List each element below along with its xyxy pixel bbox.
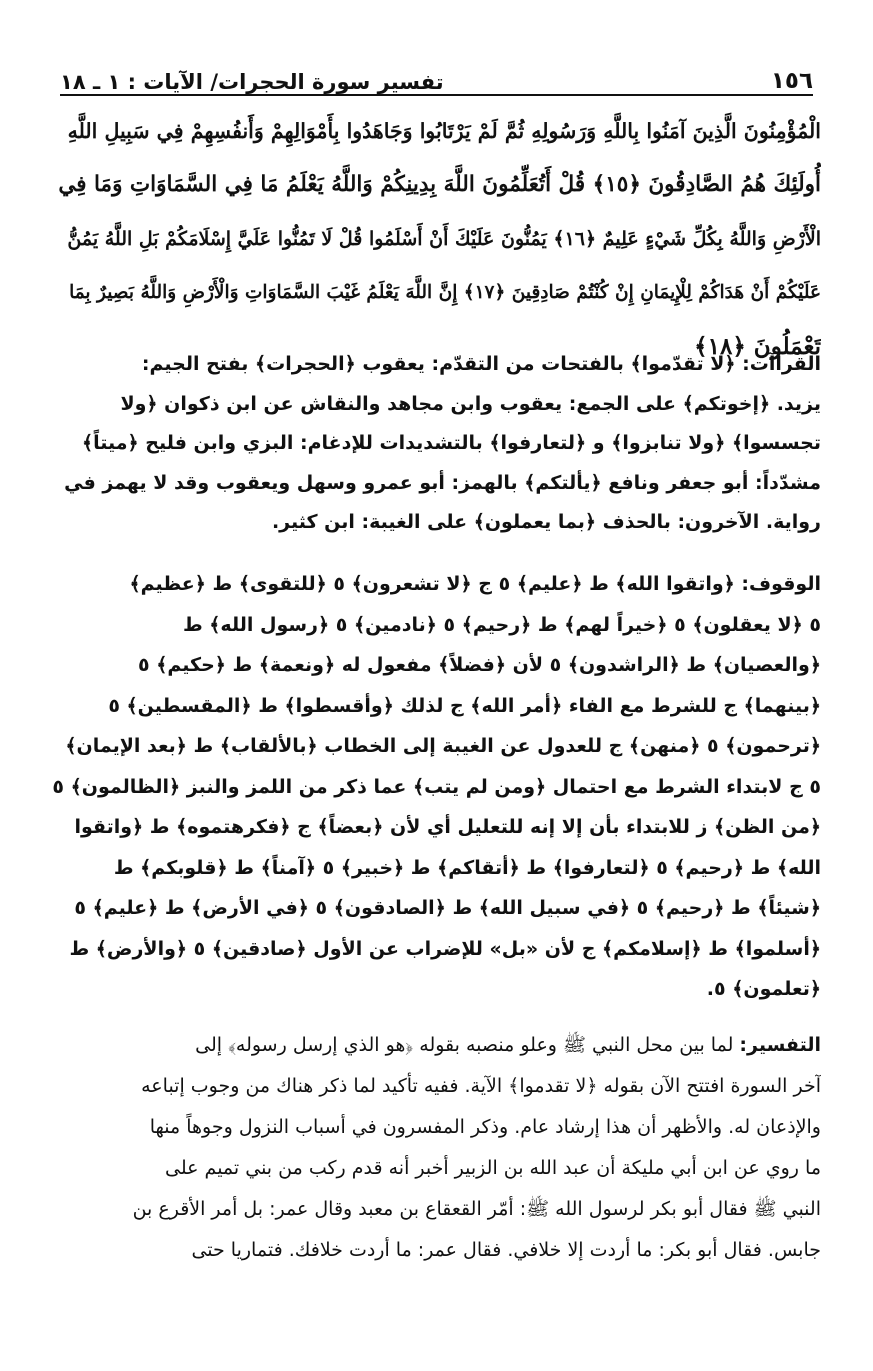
verse-line: عَلَيْكُمْ أَنْ هَدَاكُمْ لِلْإِيمَانِ إِنْ كُنْتُمْ صَادِقِينَ ﴿١٧﴾ إِنَّ اللَّهَ يَعْلَمُ غَيْبَ السَّمَاوَاتِ وَالْأَرْضِ وَاللَّهُ بَصِيرٌ بِمَا — [69, 282, 821, 303]
tafsir-line: ما روي عن ابن أبي مليكة أن عبد الله بن الزبير أخبر أنه قدم ركب من بني تميم على — [165, 1157, 821, 1179]
page-number: ١٥٦ — [770, 68, 813, 94]
tafsir-heading: التفسير: — [739, 1034, 821, 1056]
wuquf-line: ﴿شيئاً﴾ ط ﴿رحيم﴾ ٥ ﴿في سبيل الله﴾ ط ﴿الصادقون﴾ ٥ ﴿في الأرض﴾ ط ﴿عليم﴾ ٥ — [74, 897, 821, 919]
tafsir-first-line — [52, 1025, 821, 1066]
wuquf-line: الوقوف: ﴿واتقوا الله﴾ ط ﴿عليم﴾ ٥ ج ﴿لا تشعرون﴾ ٥ ﴿للتقوى﴾ ط ﴿عظيم﴾ — [129, 573, 821, 595]
tafsir-line: النبي ﷺ فقال أبو بكر لرسول الله ﷺ: أمّر القعقاع بن معبد وقال عمر: بل أمر الأقرع بن — [132, 1198, 821, 1220]
wuquf-line: ﴿تعلمون﴾ ٥. — [706, 978, 821, 1000]
quran-verses — [52, 104, 821, 374]
running-header — [60, 58, 813, 96]
wuquf-line: ﴿من الظن﴾ ز للابتداء بأن إلا إنه للتعليل أي لأن ﴿بعضاً﴾ ج ﴿فكرهتموه﴾ ط ﴿واتقوا — [74, 816, 821, 838]
tafsir-line: آخر السورة افتتح الآن بقوله ﴿لا تقدموا﴾ الآية. ففيه تأكيد لما ذكر هناك من وجوب إتباعه — [141, 1075, 821, 1097]
running-title: تفسير سورة الحجرات/ الآيات : ١ ـ ١٨ — [60, 70, 444, 94]
qiraat-section — [52, 345, 821, 543]
verse-line: تَعْمَلُونَ ﴿١٨﴾ — [694, 333, 821, 360]
qiraat-line: تجسسوا﴾ ﴿ولا تنابزوا﴾ و ﴿لتعارفوا﴾ بالتشديدات للإدغام: البزي وابن فليح ﴿ميتاً﴾ — [82, 432, 821, 454]
wuquf-line: ﴿أسلموا﴾ ط ﴿إسلامكم﴾ ج لأن «بل» للإضراب عن الأول ﴿صادقين﴾ ٥ ﴿والأرض﴾ ط — [69, 937, 821, 960]
verse-line: أُولَئِكَ هُمُ الصَّادِقُونَ ﴿١٥﴾ قُلْ أَتُعَلِّمُونَ اللَّهَ بِدِينِكُمْ وَاللَّهُ يَعْلَمُ مَا فِي السَّمَاوَاتِ وَمَا فِي — [58, 172, 821, 197]
tafsir-section — [52, 1025, 821, 1271]
verse-line: الْمُؤْمِنُونَ الَّذِينَ آمَنُوا بِاللَّهِ وَرَسُولِهِ ثُمَّ لَمْ يَرْتَابُوا وَجَاهَدُوا بِأَمْوَالِهِمْ وَأَنفُسِهِمْ فِي سَبِيلِ اللَّهِ — [67, 119, 821, 143]
wuquf-line: ٥ ﴿لا يعقلون﴾ ٥ ﴿خيراً لهم﴾ ط ﴿رحيم﴾ ٥ ﴿نادمين﴾ ٥ ﴿رسول الله﴾ ط — [182, 613, 821, 636]
wuquf-line: ﴿ترحمون﴾ ٥ ﴿منهن﴾ ج للعدول عن الغيبة إلى الخطاب ﴿بالألقاب﴾ ط ﴿بعد الإيمان﴾ — [65, 735, 821, 757]
verse-line: الْأَرْضِ وَاللَّهُ بِكُلِّ شَيْءٍ عَلِيمٌ ﴿١٦﴾ يَمُنُّونَ عَلَيْكَ أَنْ أَسْلَمُوا قُلْ لَا تَمُنُّوا عَلَيَّ إِسْلَامَكُمْ بَلِ اللَّهُ يَمُنُّ — [67, 228, 821, 250]
tafsir-text: لما بين محل النبي ﷺ وعلو منصبه بقوله ﴿هو الذي إرسل رسوله﴾ إلى — [195, 1034, 740, 1056]
wuquf-line: ٥ ج لابتداء الشرط مع احتمال ﴿ومن لم يتب﴾ عما ذكر من اللمز والنبز ﴿الظالمون﴾ ٥ — [52, 775, 821, 798]
tafsir-line: والإذعان له. والأظهر أن هذا إرشاد عام. وذكر المفسرون في أسباب النزول وجوهاً منها — [149, 1116, 821, 1138]
wuquf-line: ﴿والعصيان﴾ ط ﴿الراشدون﴾ ٥ لأن ﴿فضلاً﴾ مفعول له ﴿ونعمة﴾ ط ﴿حكيم﴾ ٥ — [138, 654, 821, 676]
qiraat-line: يزيد. ﴿إخوتكم﴾ على الجمع: يعقوب وابن مجاهد والنقاش عن ابن ذكوان ﴿ولا — [120, 392, 821, 415]
tafsir-line: جابس. فقال أبو بكر: ما أردت إلا خلافي. فقال عمر: ما أردت خلافك. فتماريا حتى — [191, 1239, 821, 1261]
qiraat-line: رواية. الآخرون: بالحذف ﴿بما يعملون﴾ على الغيبة: ابن كثير. — [271, 511, 821, 533]
wuquf-line: الله﴾ ط ﴿رحيم﴾ ٥ ﴿لتعارفوا﴾ ط ﴿أتقاكم﴾ ط ﴿خبير﴾ ٥ ﴿آمناً﴾ ط ﴿قلوبكم﴾ ط — [113, 856, 821, 879]
wuquf-line: ﴿بينهما﴾ ج للشرط مع الفاء ﴿أمر الله﴾ ج لذلك ﴿وأقسطوا﴾ ط ﴿المقسطين﴾ ٥ — [108, 694, 821, 717]
wuquf-section — [52, 564, 821, 1010]
qiraat-line: القراآت: ﴿لا تقدّموا﴾ بالفتحات من التقدّم: يعقوب ﴿الحجرات﴾ بفتح الجيم: — [141, 353, 821, 375]
qiraat-line: مشدّداً: أبو جعفر ونافع ﴿يألتكم﴾ بالهمز: أبو عمرو وسهل ويعقوب وقد لا يهمز في — [64, 471, 821, 494]
